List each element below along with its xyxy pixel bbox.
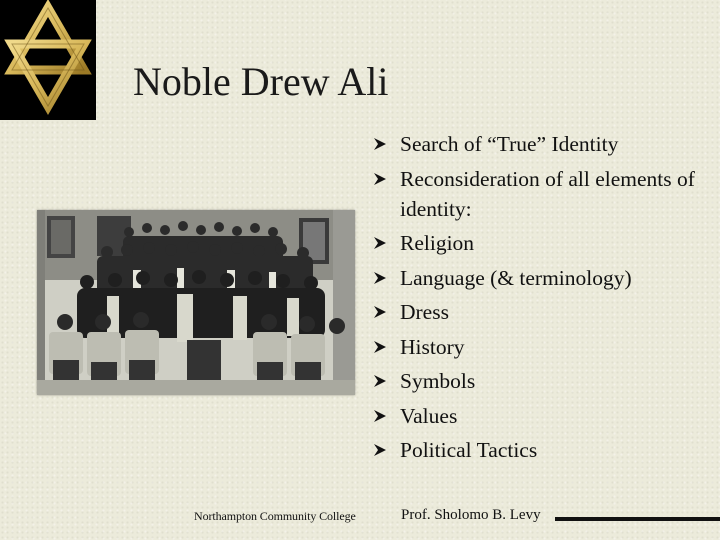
arrow-bullet-icon (373, 172, 387, 186)
arrow-bullet-icon (373, 271, 387, 285)
bullet-text: Reconsideration of all elements of identity: (400, 166, 695, 221)
footer-author: Prof. Sholomo B. Levy (401, 507, 541, 523)
bullet-item (370, 366, 715, 396)
bullet-list (370, 129, 715, 470)
bullet-text: Symbols (400, 369, 476, 393)
footer-institution: Northampton Community College (194, 509, 356, 523)
arrow-bullet-icon (373, 443, 387, 457)
arrow-bullet-icon (373, 305, 387, 319)
slide-title: Noble Drew Ali (133, 59, 389, 104)
arrow-bullet-icon (373, 236, 387, 250)
bullet-text: Search of “True” Identity (400, 132, 619, 156)
historical-group-photo (37, 210, 355, 395)
bullet-text: Values (400, 403, 458, 428)
footer-divider-bar (555, 517, 720, 521)
bullet-item (370, 228, 715, 258)
arrow-bullet-icon (373, 409, 387, 423)
bullet-text: Dress (400, 300, 449, 324)
arrow-bullet-icon (373, 340, 387, 354)
bullet-item (370, 332, 715, 362)
bullet-item (370, 401, 715, 431)
star-logo (0, 0, 96, 120)
bullet-item (370, 164, 715, 224)
bullet-text: Language (& terminology) (400, 265, 632, 290)
bullet-item (370, 129, 715, 159)
bullet-text: History (400, 334, 465, 359)
star-of-david-icon (0, 0, 96, 120)
bullet-text: Religion (400, 231, 475, 255)
bullet-item (370, 263, 715, 293)
arrow-bullet-icon (373, 137, 387, 151)
bullet-text: Political Tactics (400, 438, 538, 462)
bullet-item (370, 297, 715, 327)
arrow-bullet-icon (373, 374, 387, 388)
bullet-item (370, 435, 715, 465)
group-photo-image (37, 210, 355, 395)
